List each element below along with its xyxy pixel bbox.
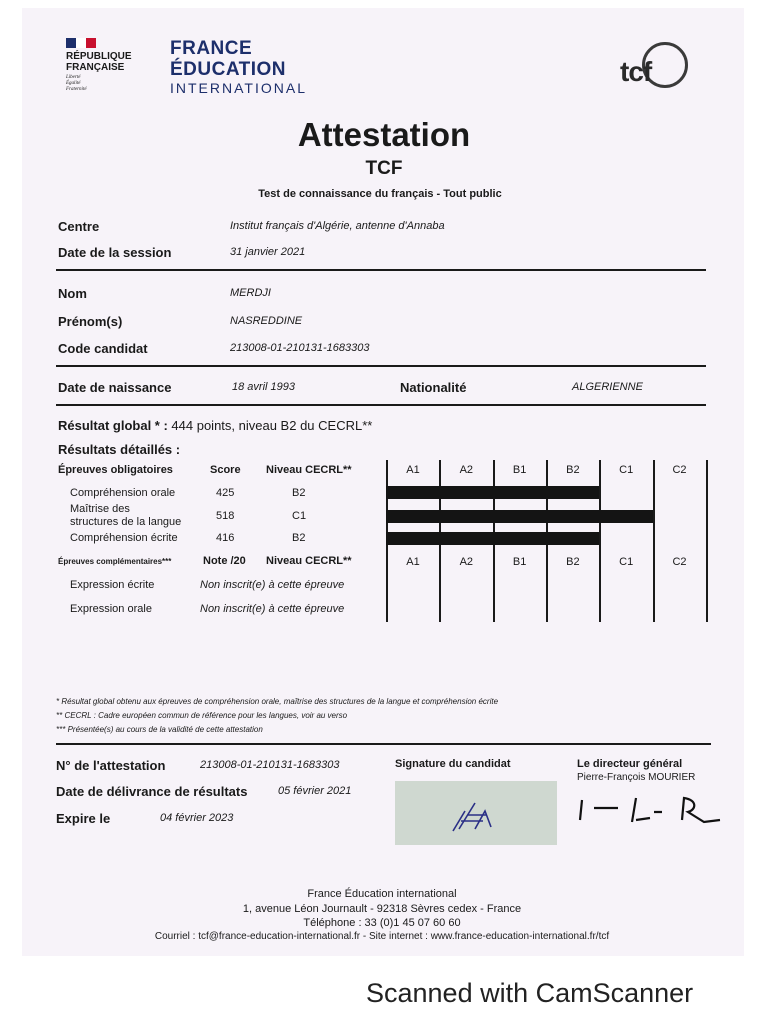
divider bbox=[56, 365, 706, 367]
mandatory-header: Épreuves obligatoires bbox=[58, 464, 173, 476]
footer-phone: Téléphone : 33 (0)1 45 07 60 60 bbox=[303, 917, 461, 929]
level-header: Niveau CECRL** bbox=[266, 464, 352, 476]
cecrl-level-grid bbox=[386, 460, 708, 622]
global-result: Résultat global * : 444 points, niveau B2 du CECRL** bbox=[58, 418, 373, 433]
level-header-c2: C2 bbox=[672, 556, 687, 568]
footnote: *** Présentée(s) au cours de la validité de cette attestation bbox=[56, 725, 263, 734]
score-header: Score bbox=[210, 464, 241, 476]
level-header-a2: A2 bbox=[459, 464, 474, 476]
result-row: Maîtrise des structures de la langue 518 C1 bbox=[70, 503, 307, 528]
camscanner-watermark: Scanned with CamScanner bbox=[366, 978, 694, 1008]
nationality-value: ALGERIENNE bbox=[572, 381, 643, 393]
result-row: Compréhension écrite 416 B2 bbox=[70, 532, 306, 544]
footer-address: 1, avenue Léon Journault - 92318 Sèvres cedex - France bbox=[242, 903, 522, 915]
grid-line bbox=[599, 460, 601, 622]
divider bbox=[56, 269, 706, 271]
marianne-flag-icon bbox=[66, 38, 96, 48]
nom-value: MERDJI bbox=[230, 287, 271, 299]
director-title: Le directeur général bbox=[577, 758, 683, 770]
grid-line bbox=[706, 460, 708, 622]
level-header-b2: B2 bbox=[566, 464, 580, 476]
footer-org: France Éducation international bbox=[307, 888, 457, 900]
attestation-number-label: N° de l'attestation bbox=[56, 758, 166, 773]
delivery-date-value: 05 février 2021 bbox=[278, 785, 352, 797]
footnote: ** CECRL : Cadre européen commun de référence pour les langues, voir au verso bbox=[56, 711, 348, 720]
optional-row: Expression écrite Non inscrit(e) à cette épreuve bbox=[70, 579, 345, 591]
birth-date-value: 18 avril 1993 bbox=[232, 381, 295, 393]
signature-label: Signature du candidat bbox=[395, 758, 511, 770]
level-header-c1: C1 bbox=[619, 556, 634, 568]
session-date-label: Date de la session bbox=[58, 245, 172, 260]
nom-label: Nom bbox=[58, 286, 87, 301]
birth-date-label: Date de naissance bbox=[58, 380, 172, 395]
document-subtitle: TCF bbox=[365, 158, 403, 179]
level-bar bbox=[386, 532, 599, 545]
tcf-logo: tcf bbox=[620, 42, 692, 92]
test-name: Test de connaissance du français - Tout public bbox=[258, 188, 502, 200]
level-header-c2: C2 bbox=[672, 464, 687, 476]
level-header: Niveau CECRL** bbox=[266, 555, 352, 567]
optional-row: Expression orale Non inscrit(e) à cette épreuve bbox=[70, 603, 345, 615]
detailed-results-label: Résultats détaillés : bbox=[58, 442, 181, 457]
level-header-b1: B1 bbox=[512, 556, 527, 568]
candidate-signature-box bbox=[395, 781, 557, 845]
level-header-a1: A1 bbox=[406, 464, 420, 476]
code-candidat-value: 213008-01-210131-1683303 bbox=[230, 342, 370, 354]
result-row: Compréhension orale 425 B2 bbox=[70, 487, 306, 499]
director-signature bbox=[570, 790, 730, 830]
attestation-number-value: 213008-01-210131-1683303 bbox=[200, 759, 340, 771]
fei-logo: FRANCE ÉDUCATION INTERNATIONAL bbox=[170, 38, 307, 96]
level-header-b2: B2 bbox=[566, 556, 580, 568]
centre-label: Centre bbox=[58, 219, 100, 234]
footnote: * Résultat global obtenu aux épreuves de compréhension orale, maîtrise des structures de la langue et compréhension écrite bbox=[56, 697, 499, 706]
prenom-value: NASREDDINE bbox=[230, 315, 303, 327]
director-name: Pierre-François MOURIER bbox=[577, 772, 696, 783]
delivery-date-label: Date de délivrance de résultats bbox=[56, 784, 248, 799]
republique-francaise-logo: RÉPUBLIQUE FRANÇAISE Liberté Égalité Fraternité bbox=[66, 38, 146, 93]
divider bbox=[56, 404, 706, 406]
divider bbox=[56, 743, 711, 745]
level-header-a2: A2 bbox=[459, 556, 474, 568]
session-date-value: 31 janvier 2021 bbox=[230, 246, 306, 258]
level-header-a1: A1 bbox=[406, 556, 420, 568]
level-bar bbox=[386, 486, 599, 499]
optional-header: Épreuves complémentaires*** bbox=[58, 557, 172, 566]
level-bar bbox=[386, 510, 653, 523]
level-header-b1: B1 bbox=[512, 464, 527, 476]
director-signature-icon bbox=[570, 790, 730, 830]
document-title: Attestation bbox=[297, 116, 471, 153]
footer-contact: Courriel : tcf@france-education-international.fr - Site internet : www.france-education-international.fr/tcf bbox=[154, 931, 610, 942]
candidate-signature-icon bbox=[395, 781, 557, 845]
prenom-label: Prénom(s) bbox=[58, 314, 123, 329]
expiry-label: Expire le bbox=[56, 811, 111, 826]
expiry-value: 04 février 2023 bbox=[160, 812, 234, 824]
grid-line bbox=[653, 460, 655, 622]
nationality-label: Nationalité bbox=[400, 380, 467, 395]
level-header-c1: C1 bbox=[619, 464, 634, 476]
centre-value: Institut français d'Algérie, antenne d'Annaba bbox=[230, 220, 445, 232]
code-candidat-label: Code candidat bbox=[58, 341, 148, 356]
note-header: Note /20 bbox=[203, 555, 246, 567]
